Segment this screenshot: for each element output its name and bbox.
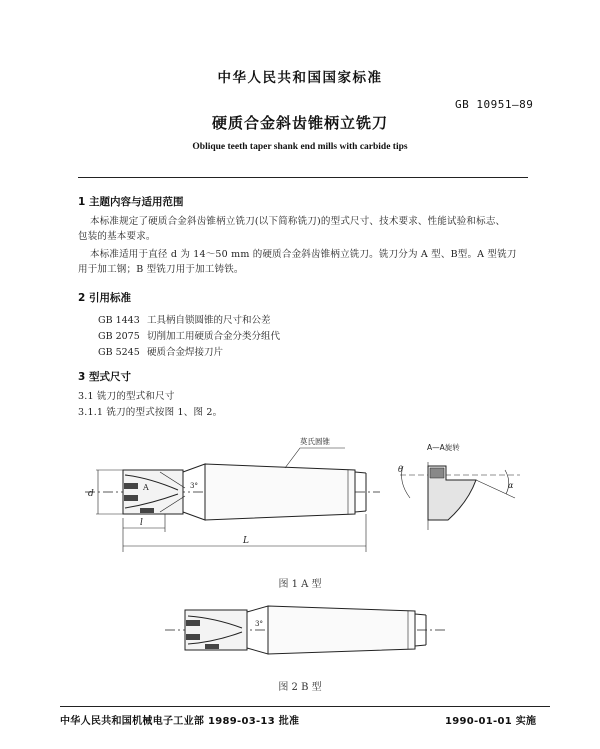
dim-l-label: l [140, 518, 143, 528]
dim-L-label: L [243, 536, 249, 546]
reference-code: GB 1443 [98, 315, 140, 326]
reference-item [98, 344, 223, 358]
figure-2-drawing [0, 592, 600, 672]
figure-2-caption: 图 2 B 型 [278, 682, 322, 693]
theta-label: θ [398, 465, 403, 474]
para-line: 本标准规定了硬质合金斜齿锥柄立铣刀(以下简称铣刀)的型式尺寸、技术要求、性能试验和标志、 [90, 216, 506, 227]
subsection-3-1-1: 3.1.1 铣刀的型式按图 1、图 2。 [78, 407, 223, 418]
reference-code: GB 5245 [98, 347, 140, 358]
footer-rule [60, 706, 550, 707]
view-A-label: A [143, 483, 149, 492]
title-en: Oblique teeth taper shank end mills with carbide tips [192, 142, 408, 152]
national-standard-heading: 中华人民共和国国家标准 [217, 70, 383, 86]
para-line: 本标准适用于直径 d 为 14～50 mm 的硬质合金斜齿锥柄立铣刀。铣刀分为 A 型、B型。A 型铣刀 [90, 249, 517, 260]
reference-item [98, 312, 271, 326]
reference-code: GB 2075 [98, 331, 140, 342]
alpha-label: α [508, 481, 514, 490]
section-2-heading: 2 引用标准 [78, 292, 131, 304]
taper-label: 莫氏圆锥 [300, 437, 330, 446]
figure-1-drawing [0, 420, 600, 580]
reference-title: 硬质合金焊接刀片 [147, 347, 224, 358]
reference-title: 切削加工用硬质合金分类分组代 [147, 331, 281, 342]
section-1-para-1 [78, 214, 540, 244]
section-1-heading: 1 主题内容与适用范围 [78, 196, 184, 208]
para-line: 用于加工钢；B 型铣刀用于加工铸铁。 [78, 264, 244, 275]
title-cn: 硬质合金斜齿锥柄立铣刀 [211, 114, 388, 132]
reference-item [98, 328, 280, 342]
effective-date: 1990-01-01 实施 [445, 716, 537, 727]
para-line: 包装的基本要求。 [78, 231, 156, 242]
angle-label: 3° [190, 482, 198, 490]
section-label: A—A旋转 [427, 443, 460, 452]
angle-label: 3° [255, 620, 263, 628]
section-3-heading: 3 型式尺寸 [78, 371, 131, 383]
figure-1-caption: 图 1 A 型 [278, 579, 322, 590]
dim-d-label: d [88, 489, 94, 499]
reference-title: 工具柄自锁圆锥的尺寸和公差 [147, 315, 271, 326]
approval-note: 中华人民共和国机械电子工业部 1989-03-13 批准 [60, 716, 300, 727]
standard-code: GB 10951—89 [455, 98, 534, 111]
section-1-para-2 [78, 247, 540, 277]
subsection-3-1: 3.1 铣刀的型式和尺寸 [78, 391, 175, 402]
header-rule [78, 177, 528, 178]
